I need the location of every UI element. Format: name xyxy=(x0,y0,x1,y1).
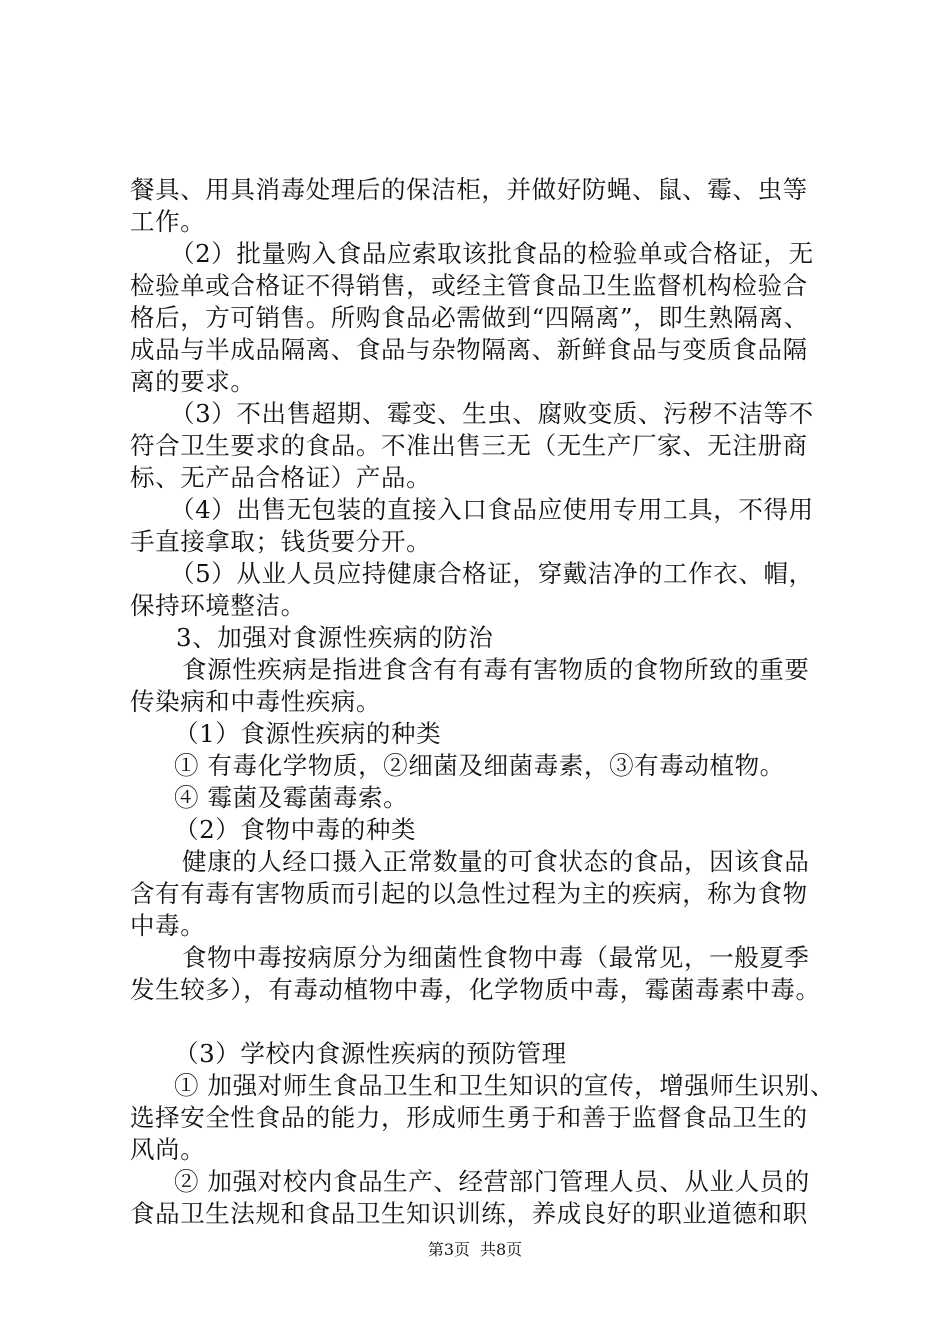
subsection-heading: （2）食物中毒的种类 xyxy=(174,815,417,844)
paragraph-line: 标、无产品合格证）产品。 xyxy=(130,463,432,492)
paragraph-line: 含有有毒有害物质而引起的以急性过程为主的疾病，称为食物 xyxy=(130,879,808,908)
subsection-heading: （1）食源性疾病的种类 xyxy=(174,719,442,748)
paragraph-line: 风尚。 xyxy=(130,1135,206,1164)
subsection-heading: （3）学校内食源性疾病的预防管理 xyxy=(174,1039,567,1068)
paragraph-line: 符合卫生要求的食品。不准出售三无（无生产厂家、无注册商 xyxy=(130,431,808,460)
paragraph-line: （5）从业人员应持健康合格证，穿戴洁净的工作衣、帽， xyxy=(170,559,814,588)
paragraph-line: 检验单或合格证不得销售，或经主管食品卫生监督机构检验合 xyxy=(130,271,808,300)
paragraph-line: 成品与半成品隔离、食品与杂物隔离、新鲜食品与变质食品隔 xyxy=(130,335,808,364)
page-total: 共8页 xyxy=(480,1240,523,1259)
paragraph-line: 餐具、用具消毒处理后的保洁柜，并做好防蝇、鼠、霉、虫等 xyxy=(130,175,808,204)
section-heading: 3、加强对食源性疾病的防治 xyxy=(176,623,494,652)
page-number: 第3页 xyxy=(427,1240,470,1259)
paragraph-line: 保持环境整洁。 xyxy=(130,591,306,620)
paragraph-line: （3）不出售超期、霉变、生虫、腐败变质、污秽不洁等不 xyxy=(170,399,814,428)
paragraph-line: 选择安全性食品的能力，形成师生勇于和善于监督食品卫生的 xyxy=(130,1103,808,1132)
paragraph-line: 食源性疾病是指进食含有有毒有害物质的食物所致的重要 xyxy=(182,655,810,684)
paragraph-line: 食品卫生法规和食品卫生知识训练，养成良好的职业道德和职 xyxy=(130,1199,808,1228)
list-item: ① 加强对师生食品卫生和卫生知识的宣传，增强师生识别、 xyxy=(174,1071,835,1100)
paragraph-line: 离的要求。 xyxy=(130,367,256,396)
paragraph-line: （2）批量购入食品应索取该批食品的检验单或合格证，无 xyxy=(170,239,814,268)
list-item: ④ 霉菌及霉菌毒索。 xyxy=(174,783,409,812)
paragraph-line: 工作。 xyxy=(130,207,206,236)
paragraph-line: 中毒。 xyxy=(130,911,206,940)
paragraph-line: （4）出售无包装的直接入口食品应使用专用工具，不得用 xyxy=(170,495,814,524)
paragraph-line: 格后，方可销售。所购食品必需做到“四隔离”，即生熟隔离、 xyxy=(130,303,809,332)
list-item: ② 加强对校内食品生产、经营部门管理人员、从业人员的 xyxy=(174,1167,810,1196)
paragraph-line: 手直接拿取；钱货要分开。 xyxy=(130,527,432,556)
list-item: ① 有毒化学物质，②细菌及细菌毒素，③有毒动植物。 xyxy=(174,751,785,780)
page-footer xyxy=(0,1240,950,1260)
paragraph-line: 传染病和中毒性疾病。 xyxy=(130,687,381,716)
paragraph-line: 食物中毒按病原分为细菌性食物中毒（最常见，一般夏季 xyxy=(182,943,810,972)
paragraph-line: 发生较多），有毒动植物中毒，化学物质中毒，霉菌毒素中毒。 xyxy=(130,975,821,1004)
paragraph-line: 健康的人经口摄入正常数量的可食状态的食品，因该食品 xyxy=(182,847,810,876)
